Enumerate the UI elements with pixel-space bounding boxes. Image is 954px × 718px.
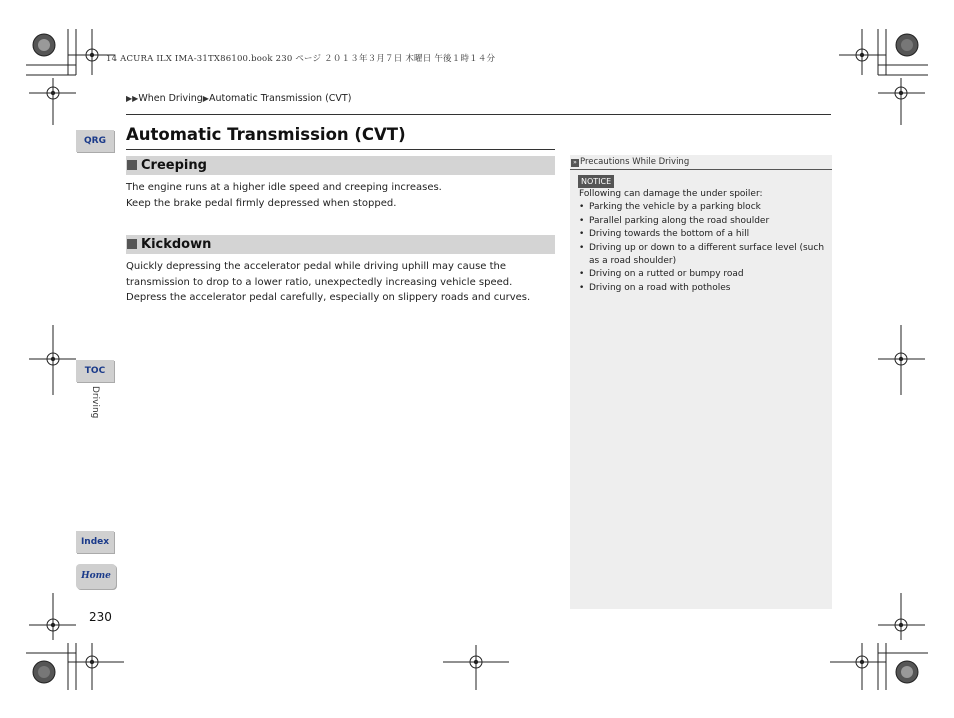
breadcrumb-current: Automatic Transmission (CVT) (208, 93, 352, 104)
section-body-creeping (126, 180, 556, 211)
list-item: • Driving towards the bottom of a hill (579, 228, 829, 241)
section-marker-icon (127, 160, 137, 170)
breadcrumb-arrows: ▶▶ (126, 94, 139, 103)
page-title: Automatic Transmission (CVT) (126, 125, 406, 144)
nav-tab-qrg[interactable]: QRG (76, 130, 114, 152)
chapter-label: Driving (90, 386, 100, 419)
side-note-intro: Following can damage the under spoiler: (579, 189, 763, 199)
list-item: • Parking the vehicle by a parking block (579, 201, 829, 214)
notice-badge: NOTICE (578, 175, 614, 188)
print-file-header: 14 ACURA ILX IMA-31TX86100.book 230 ページ ２０１３年３月７日 木曜日 午後１時１４分 (106, 54, 496, 64)
home-button[interactable]: Home (76, 564, 116, 589)
side-note-heading[interactable] (570, 155, 832, 170)
paragraph: Depress the accelerator pedal carefully, especially on slippery roads and curves. (126, 292, 531, 303)
list-item: • Parallel parking along the road shoulder (579, 215, 829, 228)
reference-arrow-icon: » (571, 159, 579, 167)
paragraph: Keep the brake pedal firmly depressed when stopped. (126, 197, 397, 209)
breadcrumb (126, 93, 351, 104)
breadcrumb-link-when-driving[interactable]: When Driving (138, 93, 203, 104)
side-note-list (579, 201, 829, 295)
paragraph: The engine runs at a higher idle speed and creeping increases. (126, 182, 442, 193)
header-rule (126, 114, 831, 115)
nav-tab-toc[interactable]: TOC (76, 360, 114, 382)
list-item: • Driving on a road with potholes (579, 282, 829, 295)
list-item: • Driving up or down to a different surface level (such as a road shoulder) (579, 242, 829, 269)
side-note-panel (570, 155, 832, 609)
section-body-kickdown (126, 259, 556, 306)
section-heading-creeping (126, 156, 555, 175)
section-heading-kickdown (126, 235, 555, 254)
breadcrumb-separator: ▶ (202, 94, 209, 103)
side-note-body (579, 188, 829, 295)
page-number: 230 (89, 610, 112, 624)
list-item: • Driving on a rutted or bumpy road (579, 268, 829, 281)
title-rule (126, 149, 555, 150)
section-marker-icon (127, 239, 137, 249)
section-heading-text: Creeping (141, 158, 207, 173)
section-heading-text: Kickdown (141, 237, 212, 252)
nav-tab-index[interactable]: Index (76, 531, 114, 553)
paragraph: Quickly depressing the accelerator pedal while driving uphill may cause the transmission to drop to a lower ratio, unexpectedly increasing vehicle speed. (126, 261, 513, 288)
side-note-heading-text: Precautions While Driving (580, 157, 690, 167)
